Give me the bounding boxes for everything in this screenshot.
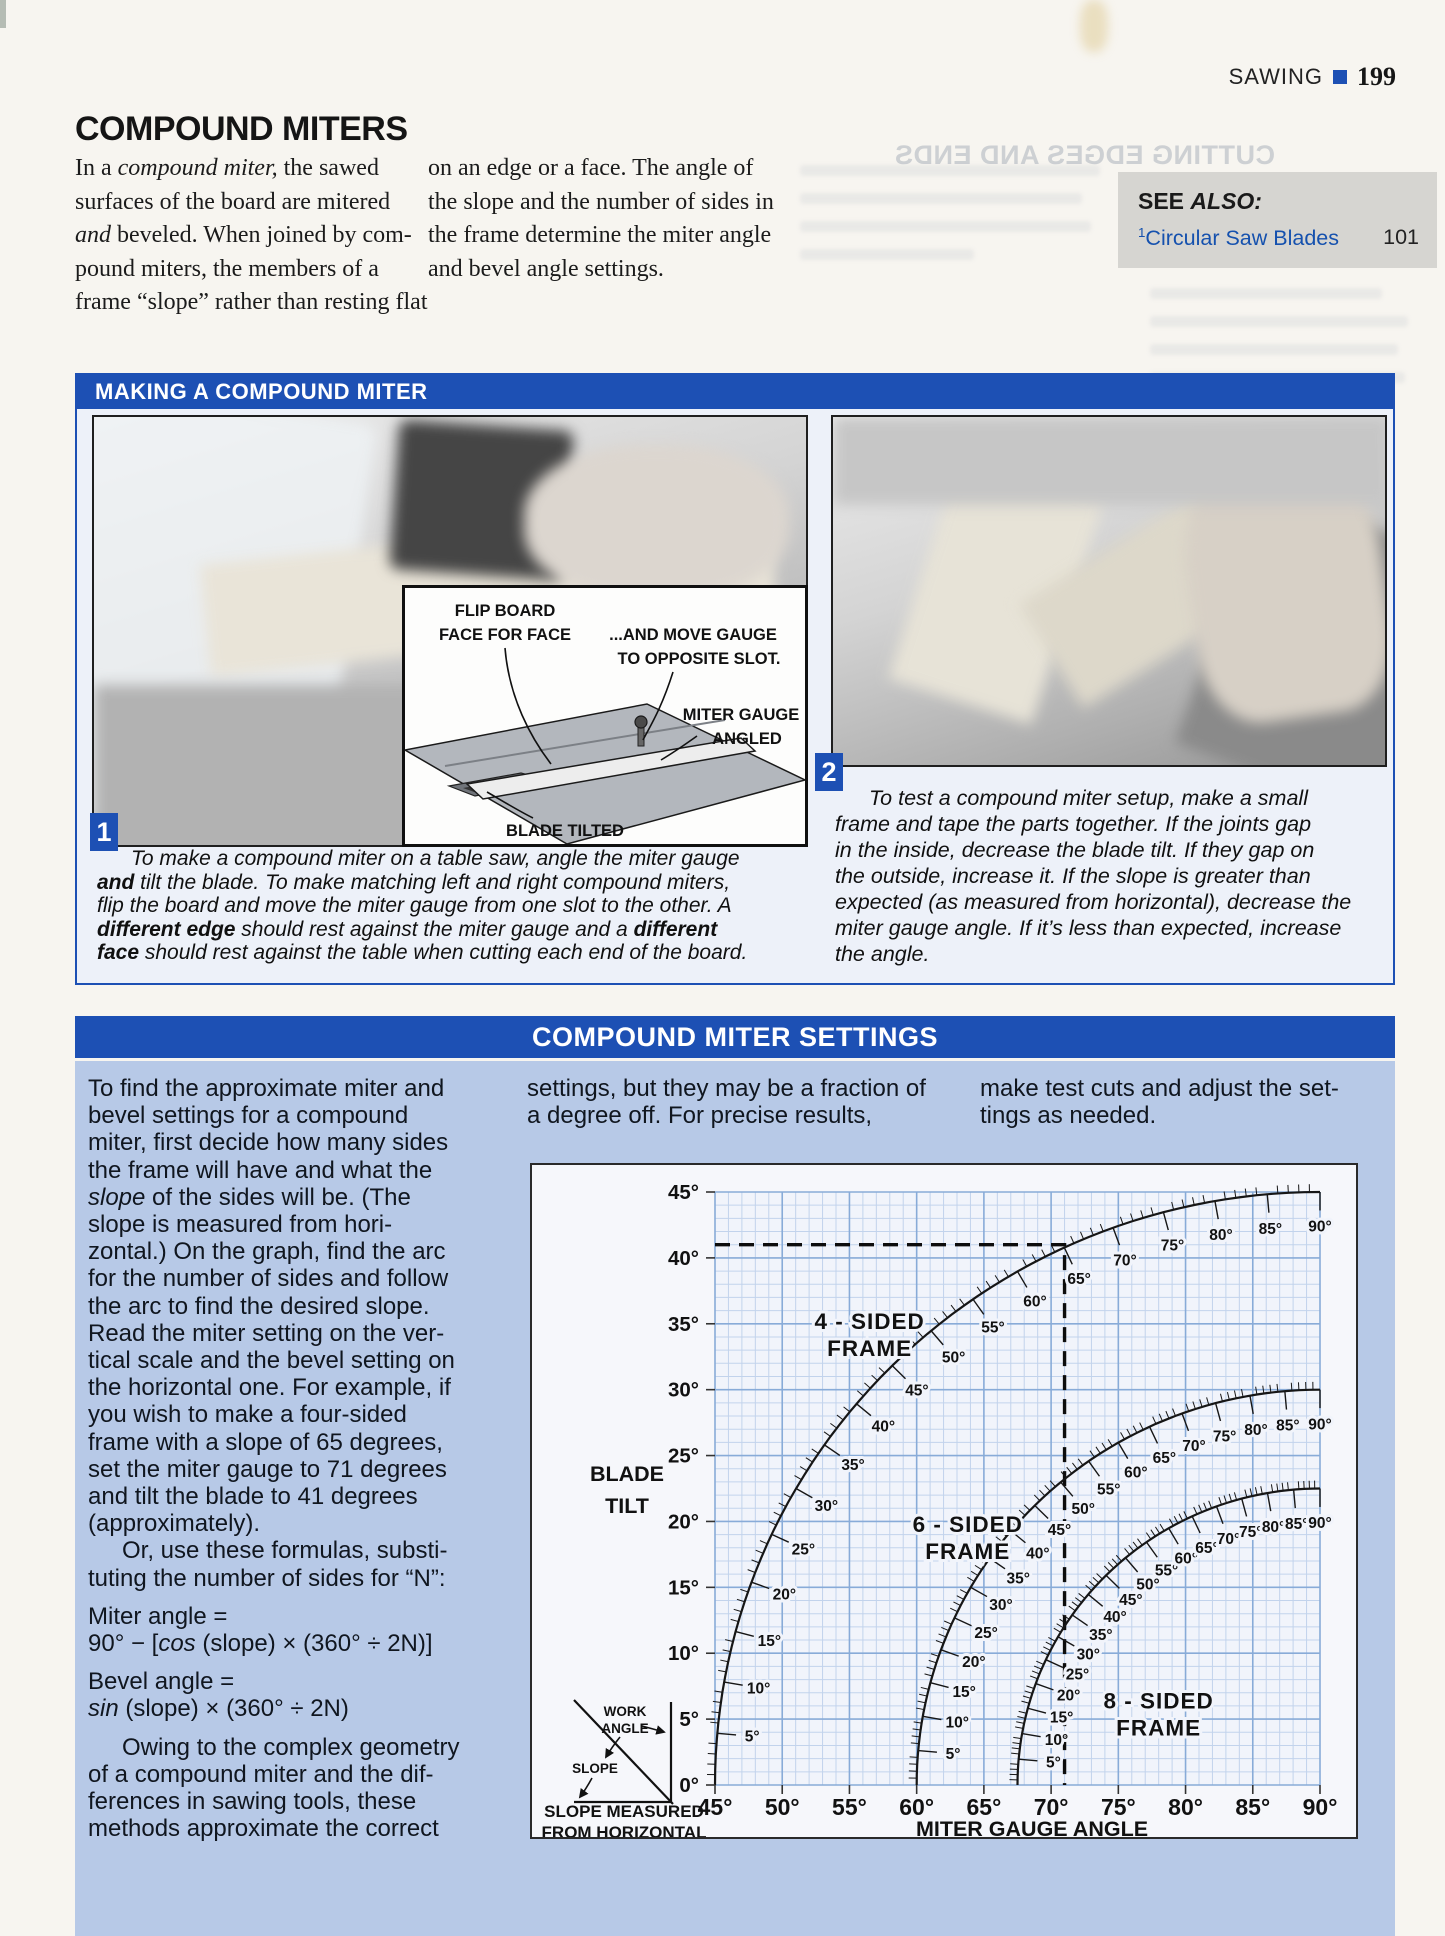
table-saw-diagram <box>405 588 805 844</box>
y-tick-label: 30° <box>667 1378 699 1402</box>
section-name: SAWING <box>1228 64 1323 89</box>
slope-label: 20° <box>1056 1687 1081 1705</box>
section-square-icon <box>1333 70 1347 84</box>
mini-label-work: WORK <box>603 1704 647 1719</box>
diagram-gauge-knob <box>635 716 647 728</box>
slope-label: 65° <box>1067 1271 1091 1289</box>
slope-label: 5° <box>1046 1754 1061 1772</box>
slope-label: 85° <box>1284 1516 1309 1534</box>
see-also-heading: SEE ALSO: <box>1138 188 1262 214</box>
slope-label: 20° <box>962 1653 986 1671</box>
settings-header-bar: COMPOUND MITER SETTINGS <box>75 1016 1395 1058</box>
inset-label-move-gauge-2: TO OPPOSITE SLOT. <box>617 650 781 668</box>
settings-column-1: To find the approximate miter and bevel settings for a compound miter, first decide how many sides the frame will have and what the slope of the sides will be. (The slope is measured from hori- zontal.) On the graph, find the arc for the number of sides and follow the arc to find the desired slope. Read the miter setting on the ver- tical scale and the bevel setting on the horizontal one. For example, if you wish to make a four-sided frame with a slope of 65 degrees, set the miter gauge to 71 degrees and tilt the blade to 41 degrees (approximately). Or, use these formulas, substi- tuting the number of sides for “N”: Miter angle = 90° − [cos (slope) × (360° ÷ 2N)] Bevel angle = sin (slope) × (360° ÷ 2N) Owing to the complex geometry of a compound miter and the dif- ferences in sawing tools, these methods approximate the correct <box>88 1075 460 1843</box>
y-tick-label: 10° <box>667 1642 699 1666</box>
inset-label-miter-gauge-2: ANGLED <box>712 730 782 748</box>
plot-area <box>715 1192 1320 1785</box>
slope-label: 10° <box>1044 1731 1069 1749</box>
y-tick-label: 40° <box>667 1246 699 1270</box>
frame-series-label: 4 - SIDED <box>814 1309 925 1335</box>
mini-caption: FROM HORIZONTAL <box>541 1823 707 1837</box>
slope-label: 65° <box>1152 1450 1177 1468</box>
x-tick-label: 50° <box>764 1794 800 1820</box>
slope-label: 55° <box>1096 1481 1121 1499</box>
slope-label: 15° <box>952 1683 976 1701</box>
making-compound-miter-box <box>75 373 1395 985</box>
slope-label: 35° <box>1006 1570 1030 1588</box>
step-2-caption: To test a compound miter setup, make a small frame and tape the parts together. If the joints gap in the inside, decrease the blade tilt. If they gap on the outside, increase it. If the slope is greater than expected (as measured from horizontal), decrease the miter gauge angle. If it’s less than expected, increase the angle. <box>835 786 1352 966</box>
x-tick-label: 80° <box>1168 1794 1203 1820</box>
inset-diagram-box <box>402 585 808 847</box>
x-tick-label: 70° <box>1033 1794 1069 1820</box>
slope-label: 15° <box>757 1632 782 1650</box>
slope-label: 85° <box>1276 1417 1300 1435</box>
x-tick-label: 60° <box>899 1794 935 1820</box>
slope-label: 25° <box>1065 1666 1090 1684</box>
frame-series-label: 6 - SIDED <box>912 1511 1023 1537</box>
x-tick-label: 75° <box>1100 1794 1136 1820</box>
mini-slope-arrow <box>580 1778 592 1797</box>
frame-series-label: 8 - SIDED <box>1103 1688 1214 1714</box>
slope-label: 55° <box>981 1319 1005 1337</box>
slope-label: 45° <box>1119 1591 1143 1609</box>
slope-label: 30° <box>989 1596 1013 1614</box>
slope-label: 75° <box>1160 1237 1185 1255</box>
slope-label: 40° <box>871 1418 896 1436</box>
slope-label: 50° <box>1071 1500 1095 1518</box>
settings-column-3: make test cuts and adjust the set- tings as needed. <box>980 1075 1339 1130</box>
mini-caption: SLOPE MEASURED <box>544 1802 704 1821</box>
slope-label: 75° <box>1239 1524 1263 1542</box>
mini-label-slope: SLOPE <box>572 1761 618 1776</box>
inset-label-flip-board-1: FLIP BOARD <box>454 602 556 620</box>
frame-series-label: FRAME <box>925 1538 1011 1564</box>
slope-label: 10° <box>746 1680 771 1698</box>
slope-label: 5° <box>744 1728 760 1746</box>
page-header <box>1229 62 1396 92</box>
x-tick-label: 65° <box>966 1794 1002 1820</box>
inset-label-blade-tilted: BLADE TILTED <box>506 822 624 840</box>
y-tick-label: 45° <box>667 1181 699 1204</box>
step-1-badge: 1 <box>90 813 118 851</box>
inset-label-move-gauge-1: ...AND MOVE GAUGE <box>609 626 777 644</box>
making-box-header: MAKING A COMPOUND MITER <box>77 375 1393 409</box>
slope-label: 25° <box>974 1624 998 1642</box>
inset-label-flip-board-2: FACE FOR FACE <box>438 626 572 644</box>
inset-label-miter-gauge-1: MITER GAUGE <box>682 706 800 724</box>
y-tick-label: 5° <box>679 1708 699 1732</box>
y-axis-title: BLADE <box>589 1462 665 1486</box>
page-title: COMPOUND MITERS <box>75 110 408 148</box>
intro-column-2: on an edge or a face. The angle of the slope and the number of sides in the frame determine the miter angle and bevel angle settings. <box>428 155 774 282</box>
y-tick-label: 20° <box>667 1510 699 1534</box>
y-axis-title: TILT <box>605 1494 649 1518</box>
intro-column-1: In a compound miter, the sawed surfaces of the board are mitered and beveled. When joined by com- pound miters, the members of a frame “slope” rather than resting flat <box>75 155 428 315</box>
see-also-box <box>1118 172 1437 268</box>
step-2-badge: 2 <box>815 753 843 791</box>
slope-label: 30° <box>814 1498 839 1516</box>
slope-label: 90° <box>1308 1218 1332 1236</box>
settings-panel <box>75 1061 1395 1936</box>
frame-series-label: FRAME <box>1116 1715 1202 1741</box>
photo-shape-shade <box>833 417 1387 505</box>
slope-label: 35° <box>841 1456 865 1474</box>
slope-label: 30° <box>1076 1646 1101 1664</box>
y-tick-label: 15° <box>667 1576 699 1600</box>
slope-label: 25° <box>791 1541 816 1559</box>
slope-label: 75° <box>1212 1428 1237 1446</box>
cross-reference-page: 101 <box>1383 225 1419 249</box>
slope-label: 65° <box>1195 1539 1219 1557</box>
slope-label: 90° <box>1308 1515 1332 1533</box>
slope-label: 40° <box>1103 1608 1127 1626</box>
page-stain <box>1080 0 1108 52</box>
slope-label: 5° <box>945 1745 961 1763</box>
slope-label: 20° <box>772 1586 797 1604</box>
slope-label: 60° <box>1023 1293 1047 1311</box>
x-tick-label: 85° <box>1235 1794 1271 1820</box>
slope-label: 40° <box>1026 1545 1050 1563</box>
x-tick-label: 90° <box>1302 1794 1338 1820</box>
photo-shape-hands <box>524 445 789 600</box>
y-tick-label: 25° <box>667 1444 699 1468</box>
slope-label: 45° <box>905 1382 929 1400</box>
settings-column-2: settings, but they may be a fraction of a degree off. For precise results, <box>527 1075 926 1130</box>
slope-label: 70° <box>1182 1438 1206 1456</box>
slope-label: 15° <box>1049 1709 1074 1727</box>
x-axis-title: MITER GAUGE ANGLE <box>915 1817 1149 1837</box>
x-tick-label: 45° <box>697 1794 733 1820</box>
slope-label: 50° <box>1136 1576 1160 1594</box>
slope-label: 55° <box>1154 1562 1179 1580</box>
miter-settings-chart <box>532 1165 1356 1837</box>
photo-test-frame <box>831 415 1387 767</box>
slope-label: 80° <box>1261 1519 1286 1537</box>
y-tick-label: 0° <box>679 1774 699 1797</box>
slope-label: 10° <box>945 1714 969 1732</box>
bleedthrough-text-left <box>800 165 1100 277</box>
x-tick-label: 55° <box>832 1794 867 1820</box>
slope-label: 80° <box>1244 1421 1268 1439</box>
y-tick-label: 35° <box>667 1312 699 1336</box>
mini-label-angle: ANGLE <box>601 1721 649 1736</box>
slope-label: 70° <box>1113 1252 1137 1270</box>
page-number: 199 <box>1357 62 1396 91</box>
frame-series-label: FRAME <box>827 1336 913 1362</box>
miter-settings-chart-box <box>530 1163 1358 1839</box>
slope-label: 45° <box>1047 1522 1072 1540</box>
cross-reference-link: $^1$Circular Saw Blades <box>1138 225 1339 251</box>
slope-label: 70° <box>1216 1531 1241 1549</box>
step-1-caption: To make a compound miter on a table saw, angle the miter gauge and tilt the blade. To make matching left and right compound miters, flip the board and move the miter gauge from one slot to the other. A different edge should rest against the miter gauge and a different face should rest against the table when cutting each end of the board. <box>97 847 748 965</box>
bleedthrough-heading: CUTTING EDGES AND ENDS <box>894 140 1275 170</box>
slope-label: 60° <box>1124 1464 1148 1482</box>
see-also-reference <box>1138 225 1419 251</box>
scan-edge-mark <box>0 0 6 28</box>
slope-label: 80° <box>1209 1227 1233 1245</box>
slope-label: 85° <box>1258 1220 1283 1238</box>
slope-label: 35° <box>1089 1627 1113 1645</box>
slope-label: 60° <box>1174 1550 1198 1568</box>
slope-label: 50° <box>941 1349 966 1367</box>
slope-label: 90° <box>1308 1416 1332 1434</box>
